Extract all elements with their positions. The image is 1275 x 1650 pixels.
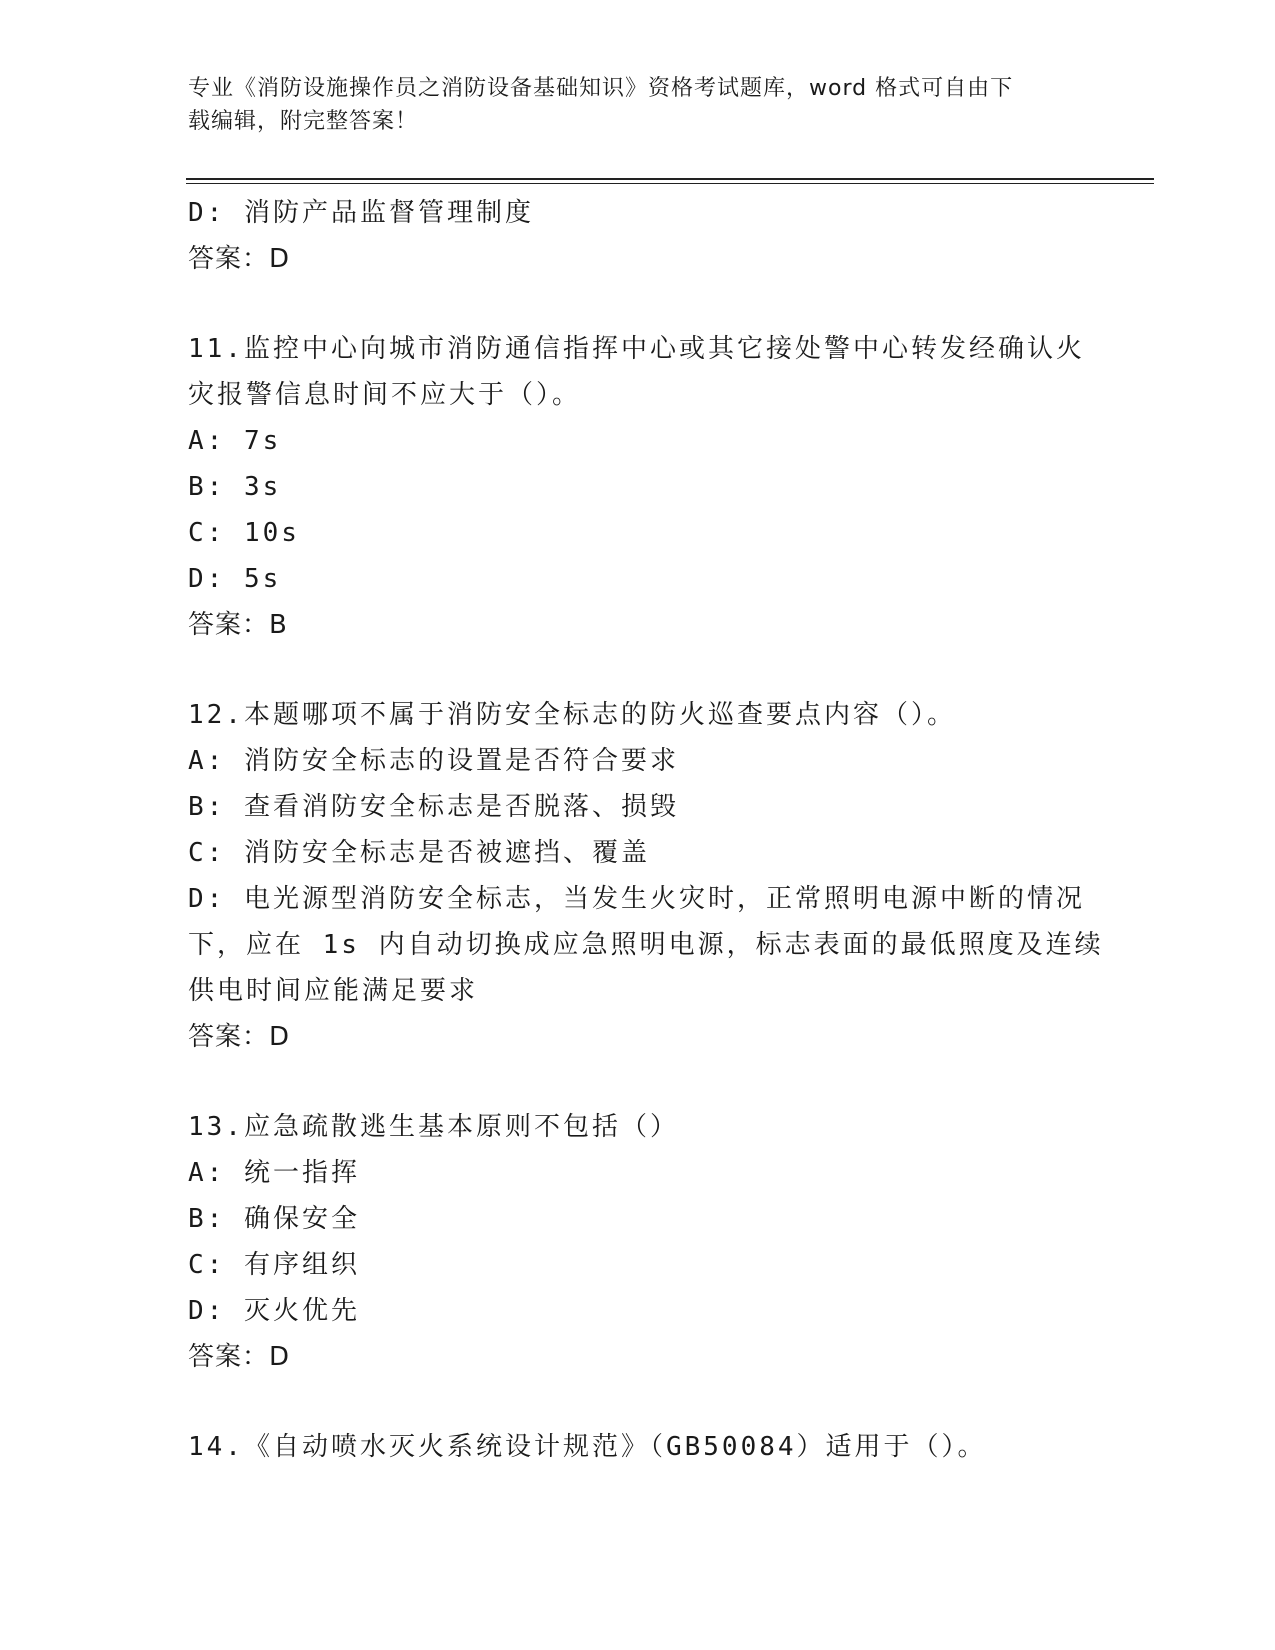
option-b: B: 3s (188, 472, 282, 502)
option-a: A: 7s (188, 426, 282, 456)
question-stem-continued: 灾报警信息时间不应大于（）。 (188, 380, 582, 410)
option-d: D: 5s (188, 564, 282, 594)
option-d-continued: 供电时间应能满足要求 (188, 976, 479, 1006)
answer-line: 答案：B (188, 610, 288, 640)
header-rule-thin (186, 183, 1154, 184)
option-d: D: 消防产品监督管理制度 (188, 198, 534, 228)
header-rule-thick (186, 178, 1154, 180)
question-10-tail (188, 190, 1088, 282)
option-d-continued: 下，应在 1s 内自动切换成应急照明电源，标志表面的最低照度及连续 (188, 930, 1104, 960)
option-d: D: 灭火优先 (188, 1296, 360, 1326)
question-stem: 13.应急疏散逃生基本原则不包括（） (188, 1112, 679, 1142)
option-b: B: 确保安全 (188, 1204, 360, 1234)
answer-line: 答案：D (188, 1022, 291, 1052)
question-13 (188, 1104, 1088, 1380)
document-header (188, 72, 1068, 138)
option-a: A: 消防安全标志的设置是否符合要求 (188, 746, 679, 776)
spacer (188, 648, 1088, 692)
header-line-2: 载编辑，附完整答案！ (188, 109, 419, 134)
option-a: A: 统一指挥 (188, 1158, 360, 1188)
question-14 (188, 1424, 1088, 1470)
question-list (188, 190, 1104, 1470)
spacer (188, 1060, 1088, 1104)
question-stem: 12.本题哪项不属于消防安全标志的防火巡查要点内容（）。 (188, 700, 956, 730)
question-12 (188, 692, 1104, 1060)
spacer (188, 1380, 1088, 1424)
option-b: B: 查看消防安全标志是否脱落、损毁 (188, 792, 679, 822)
question-stem: 11.监控中心向城市消防通信指挥中心或其它接处警中心转发经确认火 (188, 334, 1085, 364)
option-d: D: 电光源型消防安全标志，当发生火灾时，正常照明电源中断的情况 (188, 884, 1085, 914)
question-stem: 14.《自动喷水灭火系统设计规范》（GB50084）适用于（）。 (188, 1432, 987, 1462)
option-c: C: 消防安全标志是否被遮挡、覆盖 (188, 838, 650, 868)
option-c: C: 有序组织 (188, 1250, 360, 1280)
option-c: C: 10s (188, 518, 300, 548)
header-line-1: 专业《消防设施操作员之消防设备基础知识》资格考试题库，word 格式可自由下 (188, 76, 1014, 101)
spacer (188, 282, 1088, 326)
question-11 (188, 326, 1088, 648)
answer-line: 答案：D (188, 244, 291, 274)
answer-line: 答案：D (188, 1342, 291, 1372)
